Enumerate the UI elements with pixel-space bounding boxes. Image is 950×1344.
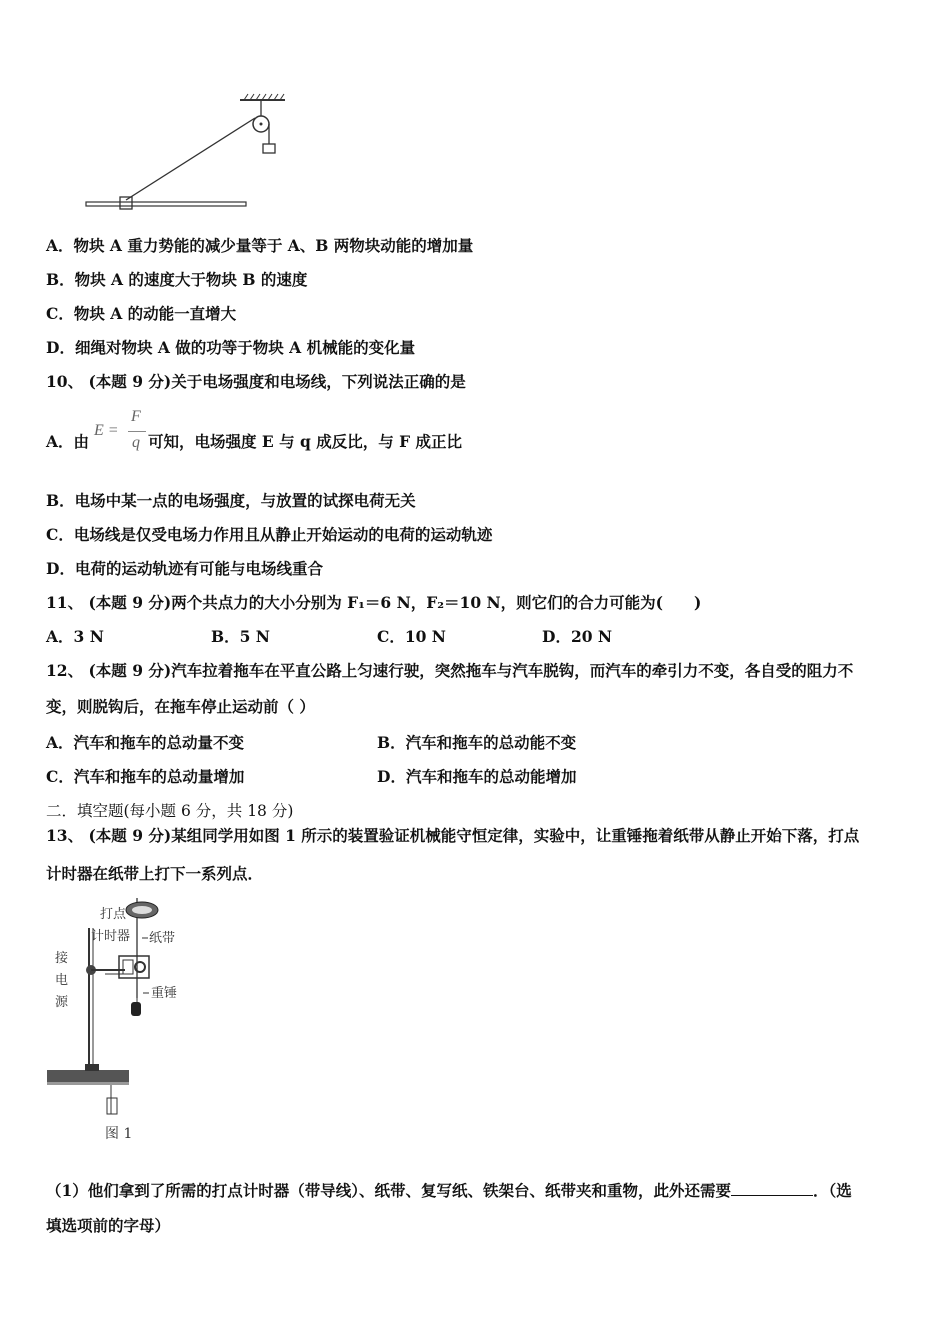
q11-option-a: A．3 N bbox=[46, 627, 104, 646]
q11-option-c: C．10 N bbox=[377, 627, 446, 646]
label-jie: 接 bbox=[55, 951, 69, 966]
q11-stem: 11、 (本题 9 分)两个共点力的大小分别为 F₁＝6 N，F₂＝10 N，则它们的合力可能为( ) bbox=[46, 593, 702, 612]
formula-lhs: E = bbox=[94, 422, 119, 439]
q13-part1-text: （1）他们拿到了所需的打点计时器（带导线）、纸带、复写纸、铁架台、纸带夹和重物，此外还需要 bbox=[46, 1181, 732, 1200]
label-zhongchui: 重锤 bbox=[151, 986, 178, 1001]
q9-option-c: C．物块 A 的动能一直增大 bbox=[46, 304, 237, 323]
q13-stem-line1: 13、 (本题 9 分)某组同学用如图 1 所示的装置验证机械能守恒定律，实验中，让重锤拖着纸带从静止开始下落，打点 bbox=[46, 826, 860, 845]
answer-blank[interactable] bbox=[731, 1195, 813, 1196]
section-2-heading: 二．填空题(每小题 6 分，共 18 分) bbox=[46, 802, 294, 820]
q10-option-c: C．电场线是仅受电场力作用且从静止开始运动的电荷的运动轨迹 bbox=[46, 525, 493, 544]
label-zhidai: 纸带 bbox=[149, 931, 176, 946]
label-jishiqi: 计时器 bbox=[91, 929, 131, 944]
q10-stem: 10、 (本题 9 分)关于电场强度和电场线，下列说法正确的是 bbox=[46, 372, 466, 391]
formula-fraction-bar bbox=[128, 431, 146, 432]
q10-option-b: B．电场中某一点的电场强度，与放置的试探电荷无关 bbox=[46, 491, 416, 510]
q10-option-a-prefix: A．由 bbox=[46, 432, 90, 451]
q12-option-a: A．汽车和拖车的总动量不变 bbox=[46, 733, 245, 752]
label-dadian: 打点 bbox=[100, 907, 127, 922]
q10-option-a-suffix: 可知，电场强度 E 与 q 成反比，与 F 成正比 bbox=[148, 432, 463, 451]
figure-caption: 图 1 bbox=[105, 1126, 133, 1142]
label-dian: 电 bbox=[55, 973, 69, 988]
q13-part1-line2: 填选项前的字母） bbox=[46, 1216, 171, 1235]
q12-stem-line2: 变，则脱钩后，在拖车停止运动前（ ） bbox=[46, 697, 315, 716]
q9-option-d: D．细绳对物块 A 做的功等于物块 A 机械能的变化量 bbox=[46, 338, 416, 357]
q11-option-d: D．20 N bbox=[542, 627, 613, 646]
formula-numerator: F bbox=[131, 408, 141, 425]
q12-stem-line1: 12、 (本题 9 分)汽车拉着拖车在平直公路上匀速行驶，突然拖车与汽车脱钩，而汽车的牵引力不变，各自受的阻力不 bbox=[46, 661, 854, 680]
q13-stem-line2: 计时器在纸带上打下一系列点． bbox=[46, 864, 264, 883]
q10-option-d: D．电荷的运动轨迹有可能与电场线重合 bbox=[46, 559, 323, 578]
q13-part1-tail: ．（选 bbox=[813, 1181, 852, 1200]
q12-option-d: D．汽车和拖车的总动能增加 bbox=[377, 767, 577, 786]
q12-option-b: B．汽车和拖车的总动能不变 bbox=[377, 733, 577, 752]
q9-option-a: A．物块 A 重力势能的减少量等于 A、B 两物块动能的增加量 bbox=[46, 236, 474, 255]
pulley-incline-figure bbox=[80, 90, 290, 220]
q11-option-b: B．5 N bbox=[211, 627, 270, 646]
timer-apparatus-figure bbox=[45, 898, 205, 1148]
q9-option-b: B．物块 A 的速度大于物块 B 的速度 bbox=[46, 270, 308, 289]
label-yuan: 源 bbox=[55, 995, 69, 1010]
q13-part1-line1 bbox=[46, 1181, 852, 1201]
formula-denominator: q bbox=[132, 434, 140, 451]
q12-option-c: C．汽车和拖车的总动量增加 bbox=[46, 767, 245, 786]
